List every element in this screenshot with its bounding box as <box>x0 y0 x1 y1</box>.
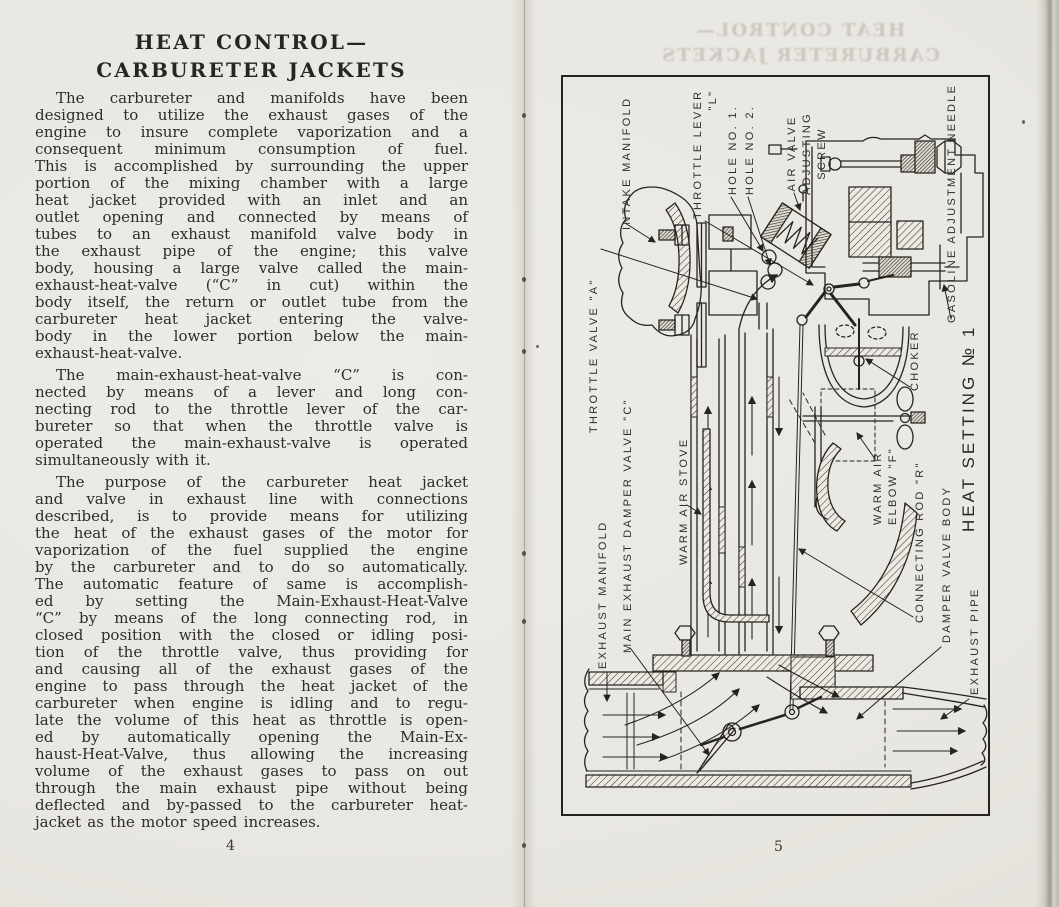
binding-stitch <box>522 113 526 118</box>
binding-stitch <box>522 349 526 354</box>
body-text-line: “C” by means of the long connecting rod, in <box>35 609 468 627</box>
body-text-line: necting rod to the throttle lever of the car- <box>35 400 468 418</box>
body-text-line: the exhaust pipe of the engine; this valve <box>35 242 468 260</box>
diagram-label-exhaust-pipe <box>968 588 983 695</box>
body-text-line: tion of the throttle valve, thus providing for <box>35 643 468 661</box>
body-text-line: closed position with the closed or idling posi- <box>35 626 468 644</box>
binding-stitch <box>522 619 526 624</box>
body-text-line: described, is to provide means for utilizing <box>35 507 468 525</box>
body-text-line: designed to utilize the exhaust gases of the <box>35 106 468 124</box>
page-title-line2: CARBURETER JACKETS <box>96 58 407 82</box>
diagram-label-line: ADJUSTING <box>801 111 813 195</box>
ghost-line2: CARBURETER JACKETS <box>660 45 940 66</box>
body-text-line: operated the main-exhaust-valve is operated <box>35 434 468 452</box>
diagram-label-exhaust-manifold <box>596 521 611 669</box>
page-number-right: 5 <box>774 839 783 855</box>
body-text-line: volume of the exhaust gases to pass on out <box>35 762 468 780</box>
binding-gutter <box>510 0 536 907</box>
body-text-line: haust-Heat-Valve, thus allowing the increasing <box>35 745 468 763</box>
body-text-line: exhaust-heat-valve (“C” in cut) within the <box>35 276 468 294</box>
diagram-label-line: EXHAUST MANIFOLD <box>597 520 609 669</box>
binding-stitch <box>522 277 526 282</box>
diagram-label-line: HOLE NO. 2. <box>744 104 756 195</box>
diagram-label-main-exhaust-damper-valve-c <box>621 398 636 653</box>
ghost-line1: HEAT CONTROL— <box>694 20 906 41</box>
diagram-label-line: HOLE NO. 1. <box>727 104 739 195</box>
diagram-label-damper-valve-body <box>940 486 955 643</box>
body-text-line: portion of the mixing chamber with a large <box>35 174 468 192</box>
body-text-line: and valve in exhaust line with connections <box>35 490 468 508</box>
diagram-label-line: WARM AIR STOVE <box>678 437 690 565</box>
body-text-line: late the volume of this heat as throttle is open- <box>35 711 468 729</box>
diagram-label-line: THROTTLE LEVER <box>692 89 704 219</box>
body-text-line: ed by automatically opening the Main-Ex- <box>35 728 468 746</box>
diagram-label-intake-manifold <box>620 97 635 230</box>
diagram-labels <box>563 77 988 814</box>
diagram-label-line: SCREW <box>816 127 828 180</box>
diagram-label-throttle-lever-l <box>691 90 721 219</box>
paragraph <box>35 474 468 831</box>
body-text-line: outlet opening and connected by means of <box>35 208 468 226</box>
diagram-label-line: WARM AIR <box>872 451 884 525</box>
body-text-line: tubes to an exhaust manifold valve body in <box>35 225 468 243</box>
page-title <box>35 28 468 84</box>
body-text-line: body in the lower portion below the main- <box>35 327 468 345</box>
diagram-label-air-valve-adjusting-screw <box>785 112 830 195</box>
diagram-label-warm-air-elbow-f <box>871 447 901 525</box>
body-text-line: jacket as the motor speed increases. <box>35 813 321 831</box>
page-number-left: 4 <box>226 838 235 854</box>
binding-stitch <box>522 551 526 556</box>
body-text-line: deflected and by-passed to the carbureter heat- <box>35 796 468 814</box>
body-text-line: The purpose of the carbureter heat jacket <box>56 473 468 491</box>
body-text-line: by the carbureter and to do so automatically. <box>35 558 468 576</box>
binding-fold-line <box>524 0 525 907</box>
paper-speck <box>1022 120 1025 124</box>
diagram-label-line: HEAT SETTING № 1 <box>959 324 978 532</box>
body-text-line: heat jacket provided with an inlet and an <box>35 191 468 209</box>
body-text-line: the heat of the exhaust gases of the motor for <box>35 524 468 542</box>
diagram-label-line: INTAKE MANIFOLD <box>621 96 633 230</box>
diagram-label-throttle-valve-a <box>587 278 602 433</box>
body-text-line: exhaust-heat-valve. <box>35 344 183 362</box>
diagram-label-heat-setting-no-1 <box>959 325 979 532</box>
diagram-label-line: GASOLINE ADJUSTMENT NEEDLE <box>946 83 958 323</box>
diagram-label-line: THROTTLE VALVE "A" <box>588 278 600 433</box>
paragraph <box>35 90 468 362</box>
body-text-line: simultaneously with it. <box>35 451 211 469</box>
body-text-line: nected by means of a lever and long con- <box>35 383 468 401</box>
diagram-label-hole-no-2 <box>743 105 758 195</box>
body-text-line: vaporization of the fuel supplied the engine <box>35 541 468 559</box>
diagram-label-connecting-rod-r <box>913 461 928 623</box>
diagram-label-line: DAMPER VALVE BODY <box>941 485 953 643</box>
diagram-label-line: CONNECTING ROD "R" <box>914 461 926 623</box>
left-page <box>35 28 468 831</box>
body-text-line: body itself, the return or outlet tube from the <box>35 293 468 311</box>
body-text-line: carbureter when engine is idling and to regu- <box>35 694 468 712</box>
diagram-label-line: ELBOW "F" <box>887 446 899 525</box>
page-edge-shadow <box>1036 0 1059 907</box>
body-text-line: bureter so that when the throttle valve is <box>35 417 468 435</box>
paper-speck <box>536 345 539 348</box>
figure-frame <box>561 75 990 816</box>
diagram-label-line: EXHAUST PIPE <box>969 587 981 695</box>
body-text-line: This is accomplished by surrounding the upper <box>35 157 468 175</box>
body-text-line: The main-exhaust-heat-valve “C” is con- <box>56 366 468 384</box>
diagram-label-hole-no-1 <box>726 105 741 195</box>
diagram-label-line: AIR VALVE <box>786 115 798 192</box>
diagram-label-warm-air-stove <box>677 437 692 565</box>
body-text-line: engine to pass through the heat jacket of the <box>35 677 468 695</box>
body-text-line: The automatic feature of same is accomplish- <box>35 575 468 593</box>
diagram-label-choker <box>908 330 923 391</box>
body-text-line: engine to insure complete vaporization and a <box>35 123 468 141</box>
body-text-line: The carbureter and manifolds have been <box>56 89 468 107</box>
body-paragraphs <box>35 90 468 831</box>
binding-stitch <box>522 843 526 848</box>
body-text-line: body, housing a large valve called the main- <box>35 259 468 277</box>
body-text-line: ed by setting the Main-Exhaust-Heat-Valve <box>35 592 468 610</box>
page-title-line1: HEAT CONTROL— <box>134 30 369 54</box>
body-text-line: carbureter heat jacket entering the valve- <box>35 310 468 328</box>
diagram-label-line: CHOKER <box>909 330 921 391</box>
body-text-line: consequent minimum consumption of fuel. <box>35 140 468 158</box>
paragraph <box>35 367 468 469</box>
body-text-line: through the main exhaust pipe without being <box>35 779 468 797</box>
ghost-showthrough <box>600 18 1000 68</box>
body-text-line: and causing all of the exhaust gases of the <box>35 660 468 678</box>
diagram-label-line: "L" <box>707 89 719 111</box>
diagram-label-gasoline-adjustment-needle <box>945 84 960 323</box>
diagram-label-line: MAIN EXHAUST DAMPER VALVE "C" <box>622 398 634 653</box>
